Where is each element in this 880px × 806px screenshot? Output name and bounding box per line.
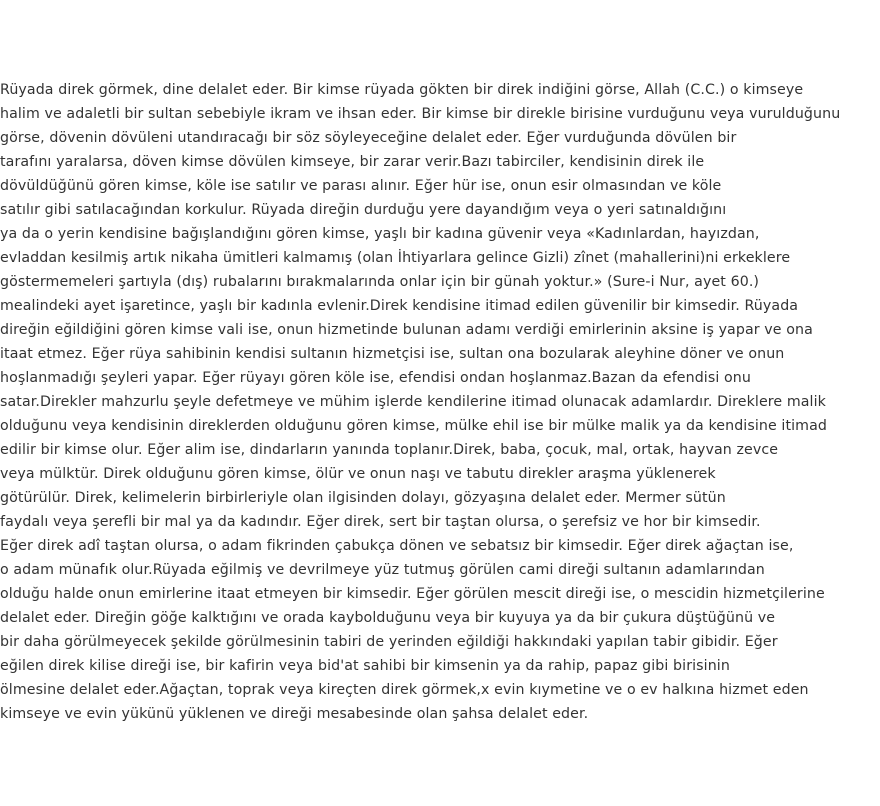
text-line: Rüyada direk görmek, dine delalet eder. Bir kimse rüyada gökten bir direk indiğini görse, Allah (C.C.) o kimseye bbox=[0, 82, 804, 98]
text-line: edilir bir kimse olur. Eğer alim ise, dindarların yanında toplanır.Direk, baba, çocuk, mal, ortak, hayvan zevce bbox=[0, 442, 779, 458]
text-line: delalet eder. Direğin göğe kalktığını ve orada kaybolduğunu veya bir kuyuya ya da bir çukura düştüğünü ve bbox=[0, 610, 776, 626]
text-line: götürülür. Direk, kelimelerin birbirleriyle olan ilgisinden dolayı, gözyaşına delalet eder. Mermer sütün bbox=[0, 490, 726, 506]
text-line: ölmesine delalet eder.Ağaçtan, toprak veya kireçten direk görmek,x evin kıymetine ve o ev halkına hizmet eden bbox=[0, 682, 809, 698]
text-line: olduğunu veya kendisinin direklerden olduğunu gören kimse, mülke ehil ise bir mülke malik ya da kendisine itimad bbox=[0, 418, 827, 434]
text-line: direğin eğildiğini gören kimse vali ise, onun hizmetinde bulunan adamı verdiği emirlerinin aksine iş yapar ve ona bbox=[0, 322, 813, 338]
text-line: halim ve adaletli bir sultan sebebiyle ikram ve ihsan eder. Bir kimse bir direkle birisine vurduğunu veya vurulduğunu bbox=[0, 106, 841, 122]
article-body bbox=[0, 78, 880, 726]
text-line: dövüldüğünü gören kimse, köle ise satılır ve parası alınır. Eğer hür ise, onun esir olmasından ve köle bbox=[0, 178, 722, 194]
text-line: tarafını yaralarsa, döven kimse dövülen kimseye, bir zarar verir.Bazı tabirciler, kendisinin direk ile bbox=[0, 154, 705, 170]
text-line: eğilen direk kilise direği ise, bir kafirin veya bid'at sahibi bir kimsenin ya da rahip, papaz gibi birisinin bbox=[0, 658, 730, 674]
text-line: olduğu halde onun emirlerine itaat etmeyen bir kimsedir. Eğer görülen mescit direği ise, o mescidin hizmetçilerine bbox=[0, 586, 825, 602]
text-line: itaat etmez. Eğer rüya sahibinin kendisi sultanın hizmetçisi ise, sultan ona bozularak aleyhine döner ve onun bbox=[0, 346, 785, 362]
text-line: görse, dövenin dövüleni utandıracağı bir söz söyleyeceğine delalet eder. Eğer vurduğunda dövülen bir bbox=[0, 130, 737, 146]
text-line: hoşlanmadığı şeyleri yapar. Eğer rüyayı gören köle ise, efendisi ondan hoşlanmaz.Bazan da efendisi onu bbox=[0, 370, 751, 386]
text-line: Eğer direk adî taştan olursa, o adam fikrinden çabukça dönen ve sebatsız bir kimsedir. Eğer direk ağaçtan ise, bbox=[0, 538, 794, 554]
text-line: evladdan kesilmiş artık nikaha ümitleri kalmamış (olan İhtiyarlara gelince Gizli) zînet (mahallerini)ni erkeklere bbox=[0, 250, 791, 266]
text-line: mealindeki ayet işaretince, yaşlı bir kadınla evlenir.Direk kendisine itimad edilen güvenilir bir kimsedir. Rüyada bbox=[0, 298, 799, 314]
text-line: göstermemeleri şartıyla (dış) rubalarını bırakmalarında onlar için bir günah yoktur.» (Sure-i Nur, ayet 60.) bbox=[0, 274, 760, 290]
text-line: kimseye ve evin yükünü yüklenen ve direği mesabesinde olan şahsa delalet eder. bbox=[0, 706, 589, 722]
text-line: veya mülktür. Direk olduğunu gören kimse, ölür ve onun naşı ve tabutu direkler araşma yüklenerek bbox=[0, 466, 716, 482]
text-line: bir daha görülmeyecek şekilde görülmesinin tabiri de yerinden eğildiği hakkındaki yapılan tabir gibidir. Eğer bbox=[0, 634, 778, 650]
text-line: satılır gibi satılacağından korkulur. Rüyada direğin durduğu yere dayandığım veya o yeri satınaldığını bbox=[0, 202, 727, 218]
text-line: satar.Direkler mahzurlu şeyle defetmeye ve mühim işlerde kendilerine itimad olunacak adamlardır. Direklere malik bbox=[0, 394, 826, 410]
text-line: o adam münafık olur.Rüyada eğilmiş ve devrilmeye yüz tutmuş görülen cami direği sultanın adamlarından bbox=[0, 562, 765, 578]
text-line: ya da o yerin kendisine bağışlandığını gören kimse, yaşlı bir kadına güvenir veya «Kadınlardan, hayızdan, bbox=[0, 226, 760, 242]
text-line: faydalı veya şerefli bir mal ya da kadındır. Eğer direk, sert bir taştan olursa, o şerefsiz ve hor bir kimsedir. bbox=[0, 514, 761, 530]
